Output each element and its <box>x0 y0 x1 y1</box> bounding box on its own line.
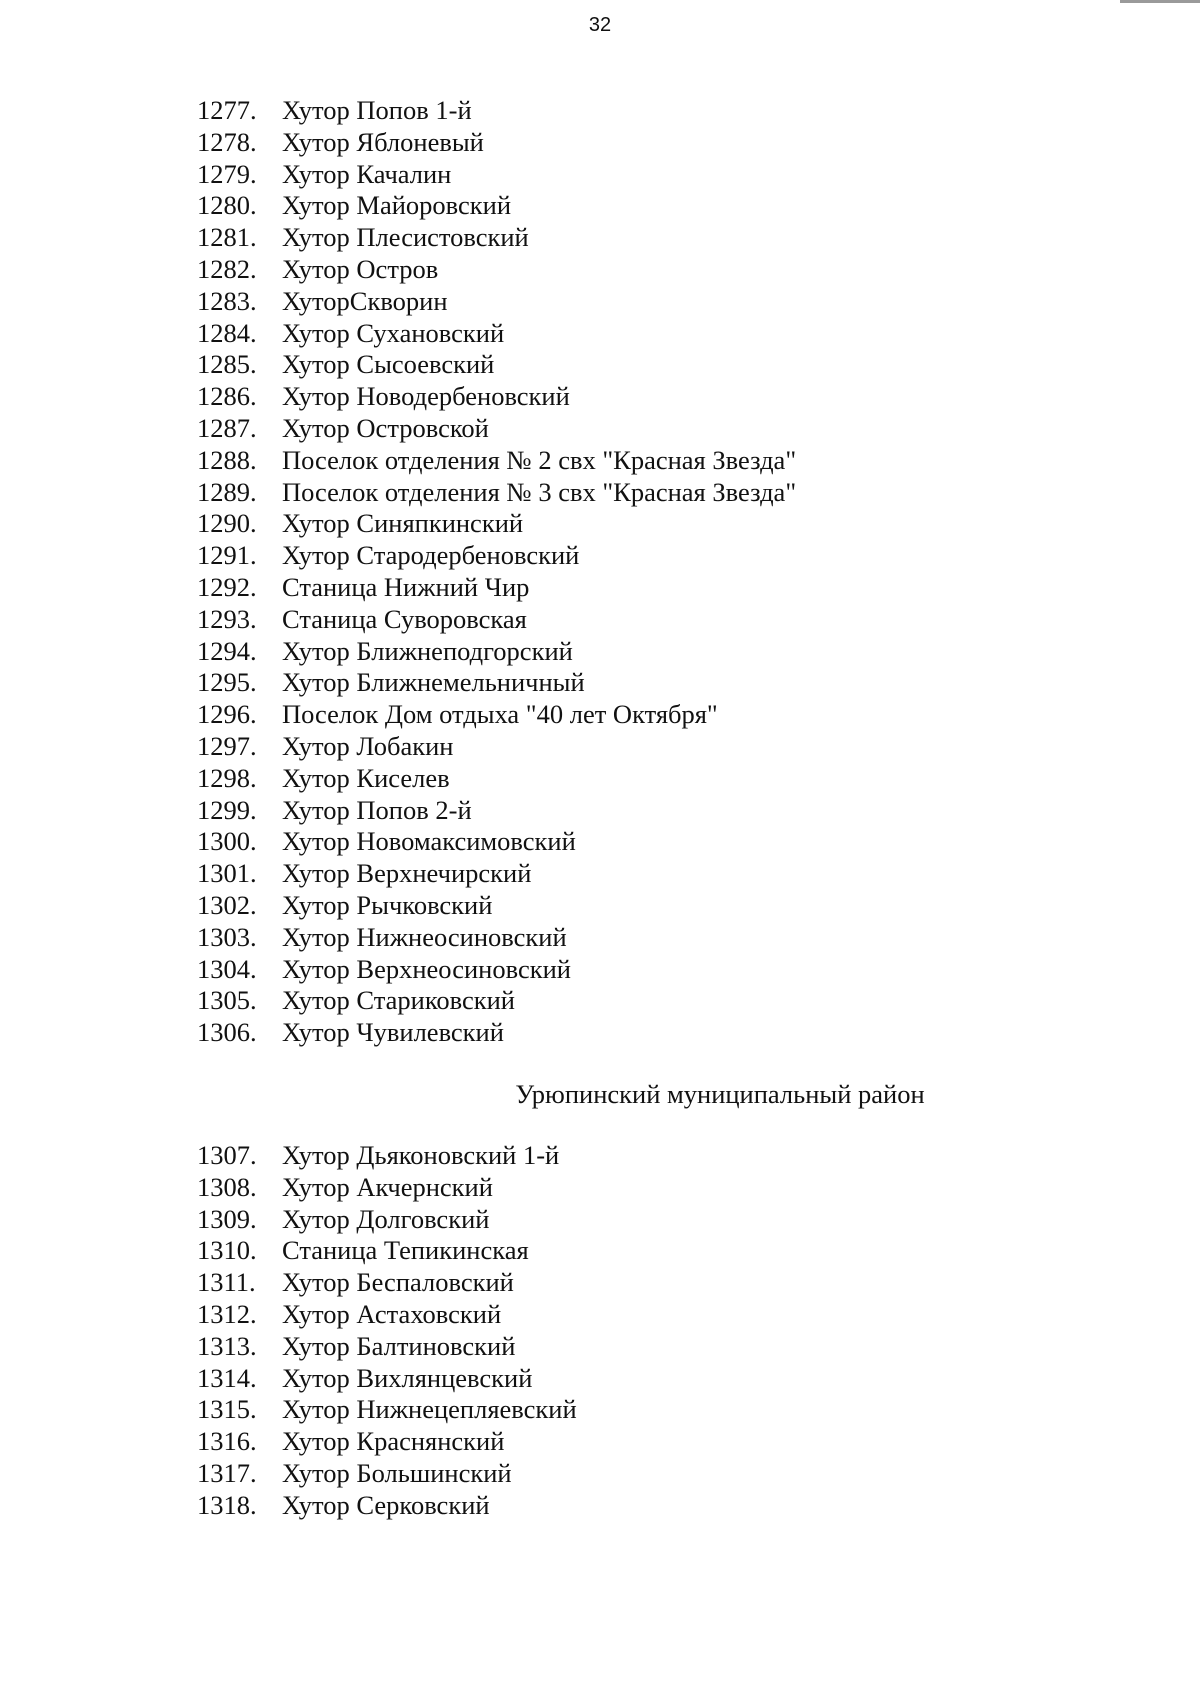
settlement-name: Хутор Нижнецепляевский <box>282 1394 577 1425</box>
list-item <box>197 190 796 222</box>
settlement-name: Хутор Ближнеподгорский <box>282 635 573 666</box>
settlement-name: Хутор Вихлянцевский <box>282 1362 533 1393</box>
list-item <box>197 286 796 318</box>
list-item <box>197 858 796 890</box>
item-number: 1316. <box>197 1426 257 1457</box>
item-number: 1312. <box>197 1298 257 1329</box>
item-number: 1310. <box>197 1235 257 1266</box>
settlement-name: Станица Тепикинская <box>282 1235 529 1266</box>
settlement-name: Хутор Синяпкинский <box>282 508 524 539</box>
settlement-name: Хутор Лобакин <box>282 730 454 761</box>
item-number: 1315. <box>197 1394 257 1425</box>
settlement-name: Хутор Качалин <box>282 158 452 189</box>
item-number: 1314. <box>197 1362 257 1393</box>
list-item <box>197 763 796 795</box>
list-item <box>197 1426 577 1458</box>
list-item <box>197 159 796 191</box>
list-item <box>197 1017 796 1049</box>
list-item <box>197 604 796 636</box>
list-item <box>197 540 796 572</box>
settlement-name: Хутор Серковский <box>282 1489 490 1520</box>
settlement-list-2 <box>197 1140 577 1522</box>
settlement-name: Хутор Рычковский <box>282 889 493 920</box>
settlement-name: Хутор Дьяконовский 1-й <box>282 1140 560 1170</box>
settlement-list-1 <box>197 95 796 1049</box>
list-item <box>197 667 796 699</box>
list-item <box>197 508 796 540</box>
list-item <box>197 381 796 413</box>
item-number: 1303. <box>197 921 257 952</box>
list-item <box>197 1235 577 1267</box>
list-item <box>197 985 796 1017</box>
list-item <box>197 731 796 763</box>
section-heading-uryupinsky: Урюпинский муниципальный район <box>515 1079 925 1109</box>
settlement-name: Хутор Верхнечирский <box>282 858 532 889</box>
item-number: 1304. <box>197 953 257 984</box>
settlement-name: Хутор Краснянский <box>282 1426 505 1457</box>
item-number: 1308. <box>197 1171 257 1202</box>
settlement-name: Поселок Дом отдыха "40 лет Октября" <box>282 699 718 730</box>
item-number: 1305. <box>197 985 257 1016</box>
settlement-name: Хутор Сысоевский <box>282 349 495 380</box>
settlement-name: Хутор Киселев <box>282 762 450 793</box>
item-number: 1317. <box>197 1457 257 1488</box>
settlement-name: Хутор Новомаксимовский <box>282 826 576 857</box>
settlement-name: Хутор Беспаловский <box>282 1267 514 1298</box>
list-item <box>197 1490 577 1522</box>
item-number: 1309. <box>197 1203 257 1234</box>
item-number: 1291. <box>197 540 257 571</box>
list-item <box>197 636 796 668</box>
list-item <box>197 349 796 381</box>
list-item <box>197 1458 577 1490</box>
list-item <box>197 922 796 954</box>
item-number: 1301. <box>197 858 257 889</box>
item-number: 1302. <box>197 889 257 920</box>
item-number: 1311. <box>197 1267 256 1298</box>
settlement-name: Хутор Большинский <box>282 1457 512 1488</box>
list-item <box>197 254 796 286</box>
item-number: 1286. <box>197 381 257 412</box>
list-item <box>197 1394 577 1426</box>
scan-edge-mark <box>1120 0 1200 3</box>
item-number: 1297. <box>197 730 257 761</box>
settlement-name: Хутор Нижнеосиновский <box>282 921 567 952</box>
settlement-name: Поселок отделения № 3 свх "Красная Звезда" <box>282 476 797 507</box>
list-item <box>197 572 796 604</box>
settlement-name: Хутор Яблоневый <box>282 126 484 157</box>
list-item <box>197 1331 577 1363</box>
list-item <box>197 1363 577 1395</box>
settlement-name: Хутор Сухановский <box>282 317 505 348</box>
item-number: 1284. <box>197 317 257 348</box>
list-item <box>197 890 796 922</box>
settlement-name: Хутор Островской <box>282 412 489 443</box>
list-item <box>197 318 796 350</box>
settlement-name: Станица Нижний Чир <box>282 571 530 602</box>
page-number: 32 <box>588 14 612 36</box>
settlement-name: Хутор Верхнеосиновский <box>282 953 571 984</box>
item-number: 1295. <box>197 667 257 698</box>
settlement-name: Хутор Долговский <box>282 1203 490 1234</box>
list-item <box>197 1140 577 1172</box>
item-number: 1279. <box>197 158 257 189</box>
list-item <box>197 795 796 827</box>
item-number: 1290. <box>197 508 257 539</box>
item-number: 1307. <box>197 1140 257 1170</box>
list-item <box>197 826 796 858</box>
item-number: 1287. <box>197 412 257 443</box>
item-number: 1298. <box>197 762 257 793</box>
item-number: 1300. <box>197 826 257 857</box>
settlement-name: Хутор Новодербеновский <box>282 381 570 412</box>
settlement-name: Хутор Попов 1-й <box>282 95 472 125</box>
settlement-name: Поселок отделения № 2 свх "Красная Звезда" <box>282 444 797 475</box>
item-number: 1292. <box>197 571 257 602</box>
item-number: 1285. <box>197 349 257 380</box>
settlement-name: ХуторСкворин <box>282 285 448 316</box>
item-number: 1280. <box>197 190 257 221</box>
settlement-name: Станица Суворовская <box>282 603 527 634</box>
list-item <box>197 699 796 731</box>
settlement-name: Хутор Попов 2-й <box>282 794 472 825</box>
item-number: 1296. <box>197 699 257 730</box>
item-number: 1281. <box>197 222 257 253</box>
list-item <box>197 413 796 445</box>
list-item <box>197 1204 577 1236</box>
item-number: 1299. <box>197 794 257 825</box>
item-number: 1283. <box>197 285 257 316</box>
settlement-name: Хутор Астаховский <box>282 1298 502 1329</box>
settlement-name: Хутор Остров <box>282 253 439 284</box>
list-item <box>197 477 796 509</box>
item-number: 1288. <box>197 444 257 475</box>
settlement-name: Хутор Стариковский <box>282 985 515 1016</box>
settlement-name: Хутор Плесистовский <box>282 222 529 253</box>
list-item <box>197 1172 577 1204</box>
list-item <box>197 445 796 477</box>
item-number: 1293. <box>197 603 257 634</box>
item-number: 1313. <box>197 1330 257 1361</box>
item-number: 1318. <box>197 1489 257 1520</box>
list-item <box>197 954 796 986</box>
list-item <box>197 127 796 159</box>
item-number: 1294. <box>197 635 257 666</box>
list-item <box>197 1299 577 1331</box>
settlement-name: Хутор Стародербеновский <box>282 540 580 571</box>
settlement-name: Хутор Чувилевский <box>282 1017 504 1048</box>
settlement-name: Хутор Акчернский <box>282 1171 493 1202</box>
item-number: 1278. <box>197 126 257 157</box>
list-item <box>197 1267 577 1299</box>
item-number: 1289. <box>197 476 257 507</box>
item-number: 1277. <box>197 95 257 125</box>
settlement-name: Хутор Ближнемельничный <box>282 667 585 698</box>
settlement-name: Хутор Майоровский <box>282 190 512 221</box>
item-number: 1306. <box>197 1017 257 1048</box>
list-item <box>197 95 796 127</box>
list-item <box>197 222 796 254</box>
settlement-name: Хутор Балтиновский <box>282 1330 516 1361</box>
item-number: 1282. <box>197 253 257 284</box>
